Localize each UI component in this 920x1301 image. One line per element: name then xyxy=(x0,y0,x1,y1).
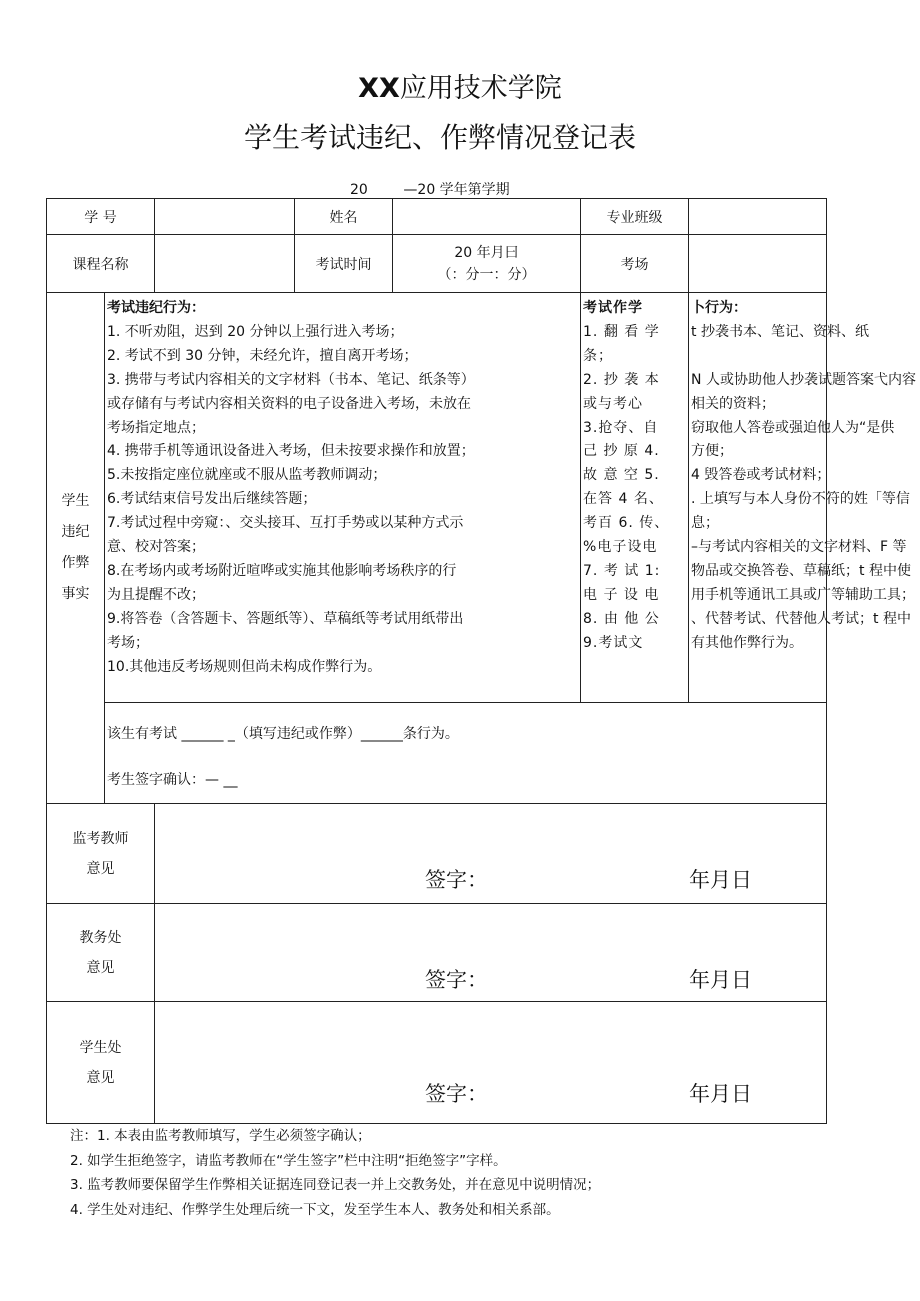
teacher-sign-label: 签字： xyxy=(425,868,489,892)
course-field[interactable] xyxy=(155,235,295,293)
list-item: . 上填写与本人身份不符的姓「等信 xyxy=(691,491,910,508)
list-item: 5.未按指定座位就座或不服从监考教师调动； xyxy=(107,467,387,484)
exam-date: 20 年月曰 xyxy=(454,244,519,261)
note-item: 2. 如学生拒绝签字，请监考教师在“学生签字”栏中注明“拒绝签字”字样。 xyxy=(70,1152,507,1169)
note-item: 4. 学生处对违纪、作弊学生处理后统一下文，发至学生本人、教务处和相关系部。 xyxy=(70,1201,560,1218)
list-item: N 人或协助他人抄袭试题答案弋内容 xyxy=(691,371,916,388)
list-item: 物品或交换答卷、草稿纸；t 程中使 xyxy=(691,562,911,579)
major-class-label: 专业班级 xyxy=(581,199,689,235)
name-label: 姓名 xyxy=(295,199,393,235)
student-affairs-opinion-field[interactable] xyxy=(155,1002,827,1124)
list-item: 考场； xyxy=(107,634,149,651)
list-item: 3.抢夺、自 xyxy=(583,419,659,436)
exam-time-label: 考试时间 xyxy=(295,235,393,293)
footnotes xyxy=(70,1124,600,1222)
list-item: 条； xyxy=(583,347,614,364)
list-item: 、代替考试、代替他人考试；t 程中 xyxy=(691,610,911,627)
facts-label: 学生 违纪 作弊 事实 xyxy=(47,293,105,804)
student-confirmation[interactable] xyxy=(105,703,827,804)
teacher-opinion-field[interactable] xyxy=(155,804,827,904)
list-item: 6.考试结束信号发出后继续答题； xyxy=(107,491,317,508)
form-title: 学生考试违纪、作弊情况登记表 xyxy=(243,121,636,154)
list-item: 己 抄 原 4. xyxy=(583,443,660,460)
list-item: 方便； xyxy=(691,443,734,460)
student-id-label: 学 号 xyxy=(47,199,155,235)
list-item: 息； xyxy=(691,515,720,532)
exam-hours: （：分一：分） xyxy=(437,266,536,283)
academic-affairs-opinion-label: 教务处 意见 xyxy=(47,904,155,1002)
list-item: 或存储有与考试内容相关资料的电子设备进入考场，未放在 xyxy=(107,395,471,412)
list-item: 9.将答卷（含答题卡、答题纸等）、草稿纸等考试用纸带出 xyxy=(107,610,464,627)
list-item: 在答 4 名、 xyxy=(583,491,664,508)
list-item: 7. 考 试 1: xyxy=(583,562,661,579)
registration-form-table xyxy=(46,198,916,1124)
teacher-date-label: 年月日 xyxy=(689,868,753,892)
cheating-list-left xyxy=(581,293,689,703)
student-affairs-date-label: 年月日 xyxy=(689,1082,753,1106)
term-line: 20 —20 学年第学期 xyxy=(350,182,510,198)
list-item: t 抄袭书本、笔记、资料、纸 xyxy=(691,323,869,340)
cheating-header-b: 卜行为： xyxy=(691,300,748,316)
school-suffix: 应用技术学院 xyxy=(399,73,562,104)
violation-header: 考试违纪行为： xyxy=(107,300,205,316)
school-name xyxy=(0,66,920,105)
list-item: 8. 由 他 公 xyxy=(583,610,660,627)
list-item: 4. 携带手机等通讯设备进入考场，但未按要求操作和放置； xyxy=(107,443,475,460)
list-item: 2. 抄 袭 本 xyxy=(583,371,660,388)
list-item: 窃取他人答卷或强迫他人为“是供 xyxy=(691,419,895,436)
teacher-opinion-label: 监考教师 意见 xyxy=(47,804,155,904)
academic-date-label: 年月日 xyxy=(689,968,753,992)
list-item: 考场指定地点； xyxy=(107,419,205,436)
student-affairs-sign-label: 签字： xyxy=(425,1082,489,1106)
list-item: 10.其他违反考场规则但尚未构成作弊行为。 xyxy=(107,658,382,675)
major-class-field[interactable] xyxy=(689,199,827,235)
violation-list xyxy=(105,293,581,703)
student-affairs-opinion-label: 学生处 意见 xyxy=(47,1002,155,1124)
course-label: 课程名称 xyxy=(47,235,155,293)
note-item: 3. 监考教师要保留学生作弊相关证据连同登记表一并上交教务处，并在意见中说明情况； xyxy=(70,1177,601,1193)
list-item xyxy=(691,345,826,369)
academic-affairs-opinion-field[interactable] xyxy=(155,904,827,1002)
academic-sign-label: 签字： xyxy=(425,968,489,992)
student-id-field[interactable] xyxy=(155,199,295,235)
list-item: 3. 携带与考试内容相关的文字材料（书本、笔记、纸条等） xyxy=(107,371,475,388)
list-item: 4 毁答卷或考试材料； xyxy=(691,467,831,484)
confirm-statement: 该生有考试 ______ _（填写违纪或作弊）______条行为。 xyxy=(107,726,459,742)
list-item: 或与考心 xyxy=(583,395,644,412)
list-item: %电子设电 xyxy=(583,539,658,556)
list-item: 1. 翻 看 学 xyxy=(583,323,660,340)
list-item: 相关的资料； xyxy=(691,395,776,412)
list-item: 8.在考场内或考场附近喧哗或实施其他影响考场秩序的行 xyxy=(107,562,457,579)
room-field[interactable] xyxy=(689,235,827,293)
school-prefix: XX xyxy=(358,73,400,104)
list-item: 有其他作弊行为。 xyxy=(691,634,804,651)
name-field[interactable] xyxy=(393,199,581,235)
list-item: 电 子 设 电 xyxy=(583,586,660,603)
list-item: 考百 6. 传、 xyxy=(583,515,670,532)
list-item: –与考试内容相关的文字材料、F 等 xyxy=(691,539,907,556)
cheating-list-right xyxy=(689,293,916,703)
room-label: 考场 xyxy=(581,235,689,293)
note-item: 注：1. 本表由监考教师填写，学生必须签字确认； xyxy=(70,1128,371,1144)
list-item: 1. 不听劝阻，迟到 20 分钟以上强行进入考场； xyxy=(107,323,404,340)
list-item: 9.考试文 xyxy=(583,634,644,651)
student-signature-line: 考生签字确认：— __ xyxy=(107,772,238,788)
list-item: 用手机等通讯工具或广等辅助工具； xyxy=(691,586,916,603)
list-item: 故 意 空 5. xyxy=(583,467,660,484)
list-item: 为且提醒不改； xyxy=(107,586,205,603)
cheating-header-a: 考试作学 xyxy=(583,300,644,316)
exam-time-field[interactable] xyxy=(393,235,581,293)
list-item: 7.考试过程中旁窥：、交头接耳、互打手势或以某种方式示 xyxy=(107,515,464,532)
list-item: 意、校对答案； xyxy=(107,539,205,556)
list-item: 2. 考试不到 30 分钟，未经允许，擅自离开考场； xyxy=(107,347,418,364)
